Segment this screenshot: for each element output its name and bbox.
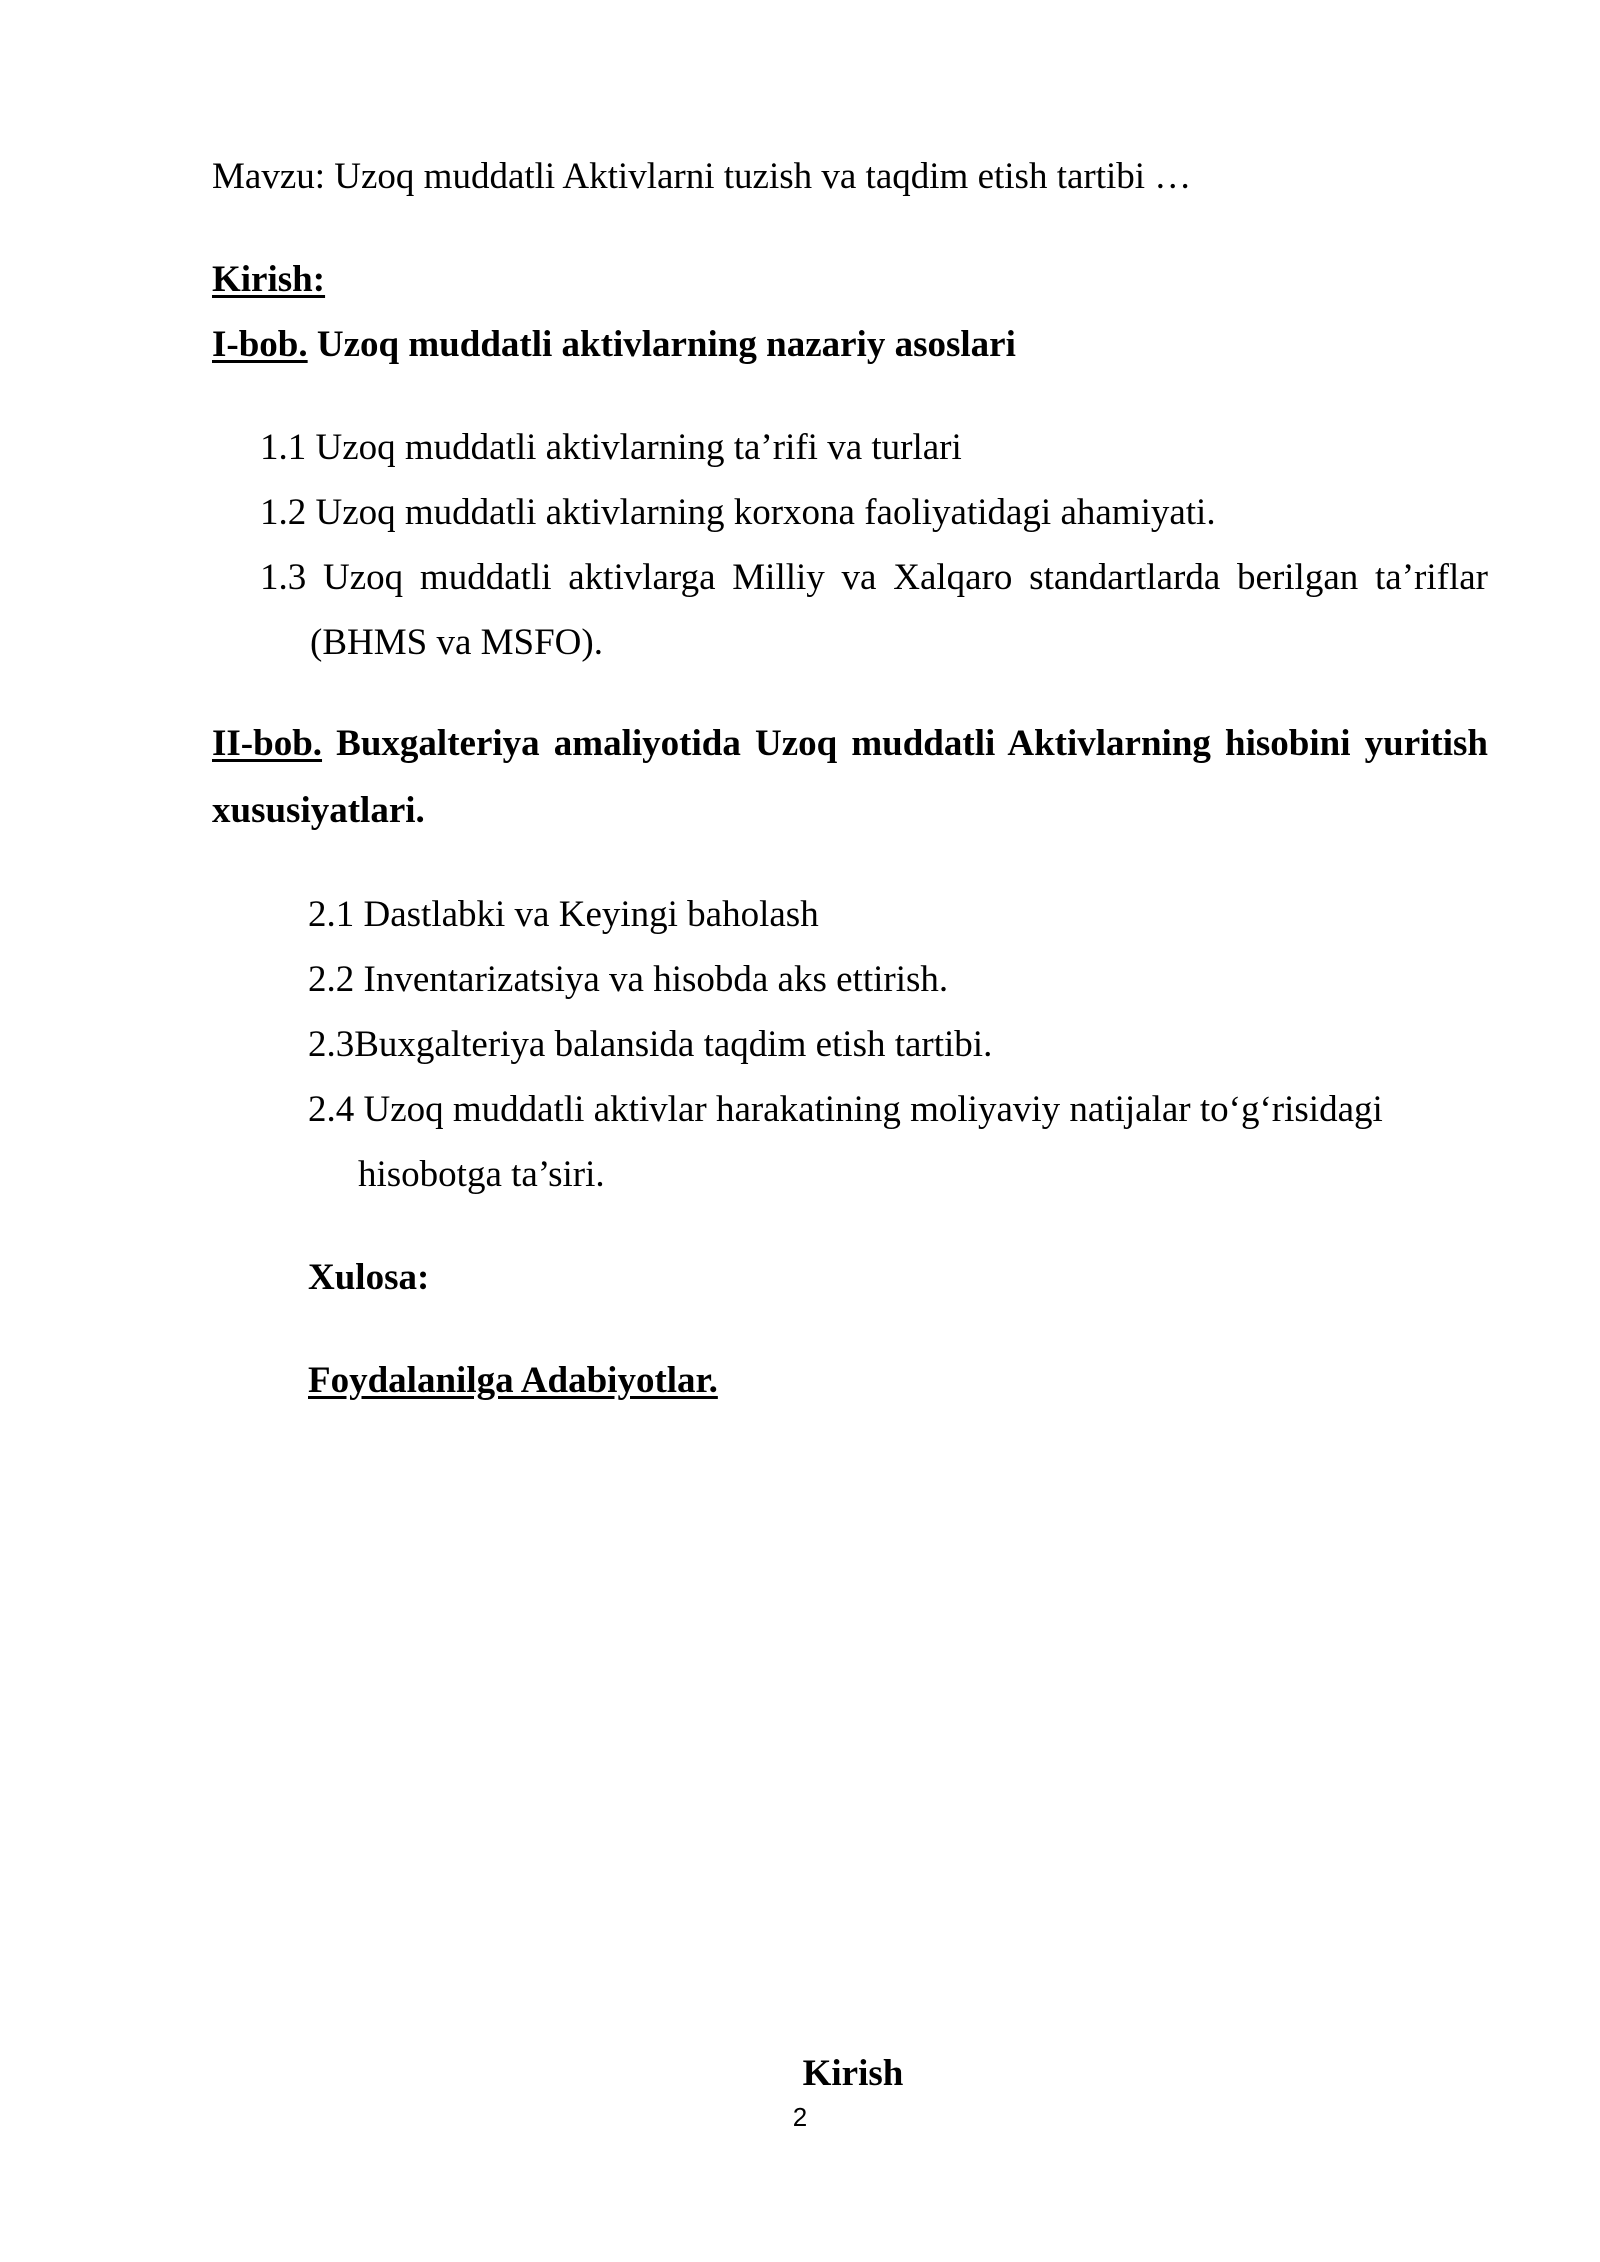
chapter1-item-2: 1.2 Uzoq muddatli aktivlarning korxona faoliyatidagi ahamiyati. [260, 492, 1216, 533]
next-section-heading: Kirish [802, 2053, 904, 2094]
chapter1-item-3-continuation: (BHMS va MSFO). [310, 622, 603, 663]
chapter2-item-4: 2.4 Uzoq muddatli aktivlar harakatining moliyaviy natijalar to‘g‘risidagi [308, 1089, 1383, 1130]
chapter2-item-3: 2.3Buxgalteriya balansida taqdim etish tartibi. [308, 1024, 993, 1065]
chapter2-heading [212, 712, 1488, 776]
chapter2-item-1: 2.1 Dastlabki va Keyingi baholash [308, 894, 819, 935]
intro-heading: Kirish: [212, 259, 326, 300]
chapter1-item-1: 1.1 Uzoq muddatli aktivlarning ta’rifi va turlari [260, 427, 962, 468]
references-heading: Foydalanilga Adabiyotlar. [308, 1360, 718, 1401]
chapter1-heading [212, 326, 1016, 363]
chapter1-item-3: 1.3 Uzoq muddatli aktivlarga Milliy va Xalqaro standartlarda berilgan ta’riflar [260, 557, 1488, 598]
topic-line: Mavzu: Uzoq muddatli Aktivlarni tuzish va taqdim etish tartibi … [212, 156, 1192, 197]
chapter2-title: Buxgalteriya amaliyotida Uzoq muddatli Aktivlarning hisobini yuritish [322, 723, 1488, 764]
chapter1-label: I-bob. [212, 324, 308, 365]
chapter2-item-4-continuation: hisobotga ta’siri. [358, 1154, 605, 1195]
conclusion-heading: Xulosa: [308, 1257, 430, 1298]
page-number: 2 [792, 2102, 808, 2132]
chapter2-label: II-bob. [212, 723, 323, 764]
chapter2-heading-continuation: xususiyatlari. [212, 790, 425, 831]
chapter1-title: Uzoq muddatli aktivlarning nazariy asoslari [307, 324, 1016, 365]
chapter2-item-2: 2.2 Inventarizatsiya va hisobda aks ettirish. [308, 959, 949, 1000]
